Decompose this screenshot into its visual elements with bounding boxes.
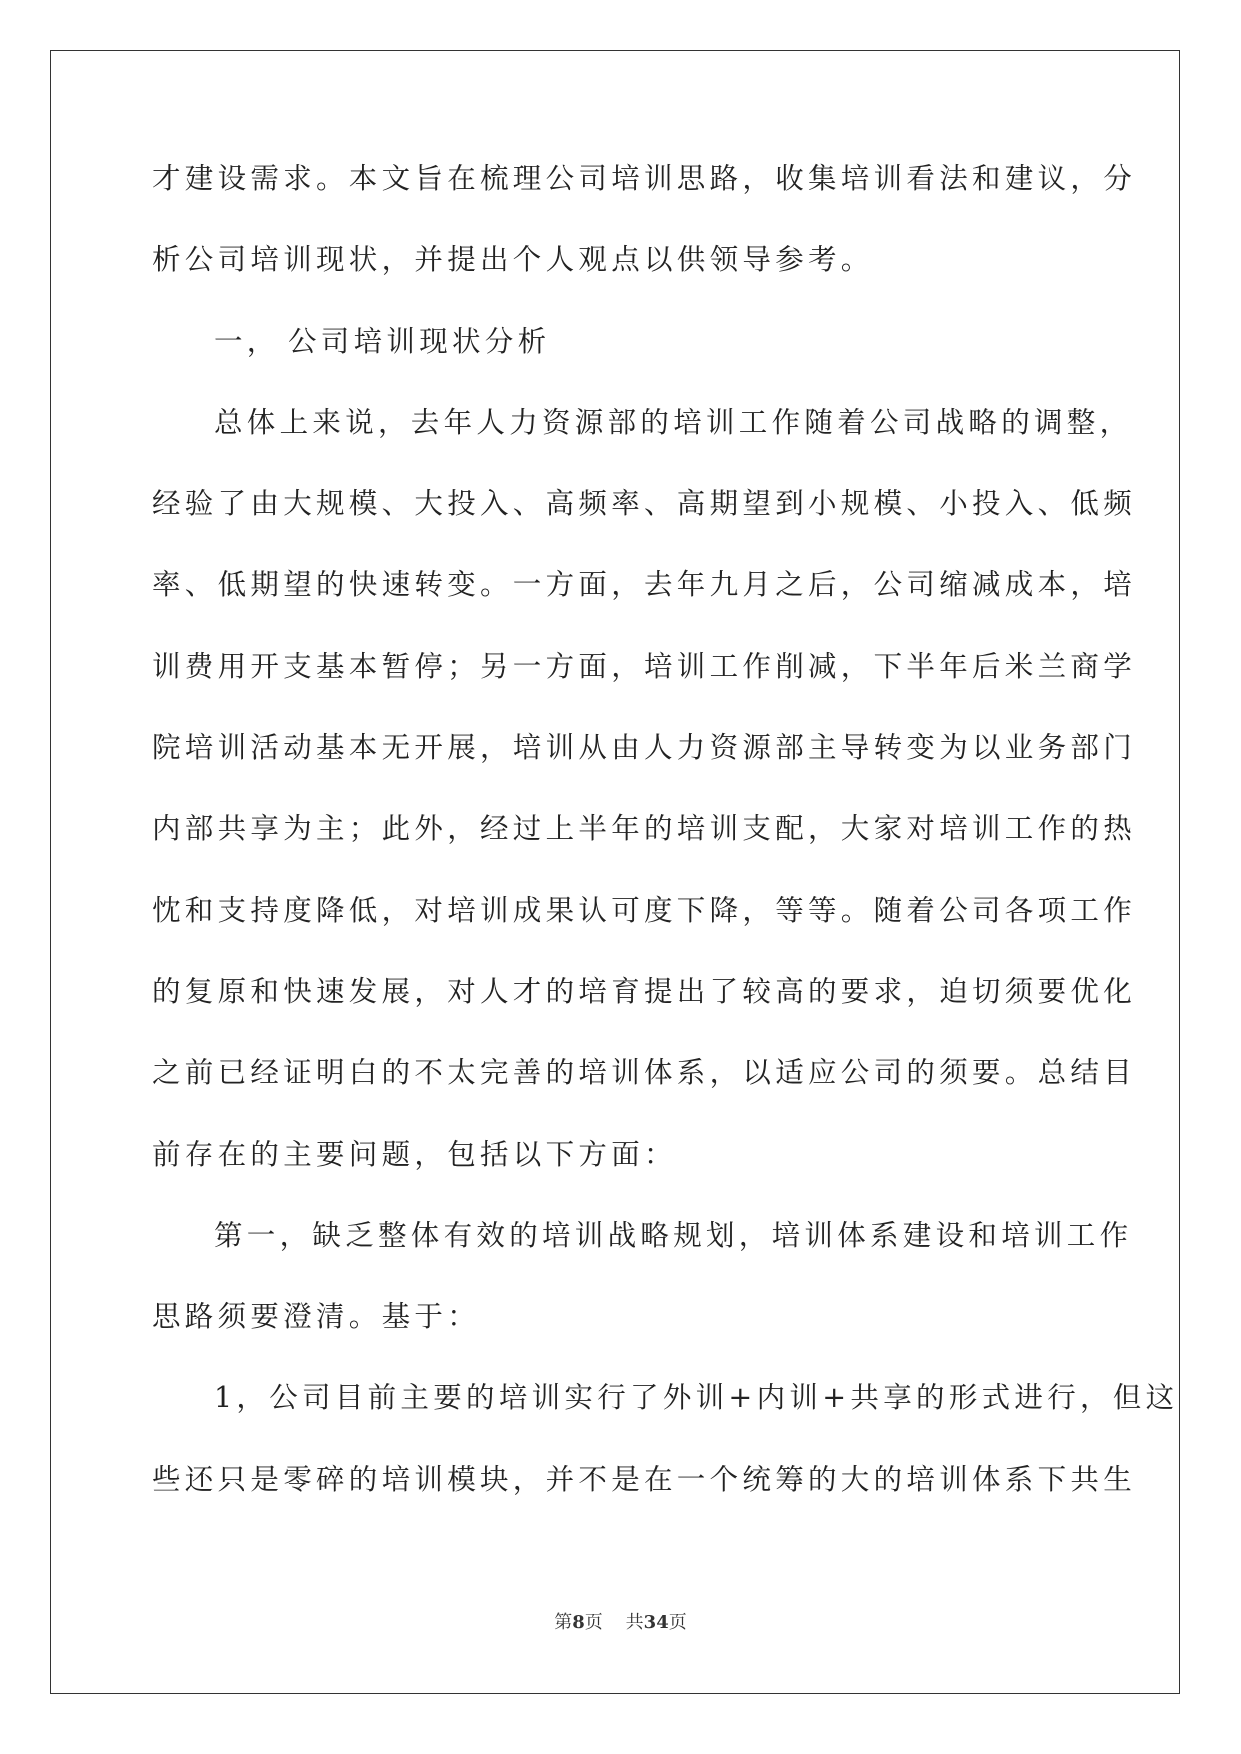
paragraph-line: 院培训活动基本无开展，培训从由人力资源部主导转变为以业务部门: [152, 731, 1137, 765]
page-number: 8: [572, 1612, 585, 1633]
paragraph-line: 经验了由大规模、大投入、高频率、高期望到小规模、小投入、低频: [152, 487, 1137, 521]
page-prefix: 第: [554, 1612, 573, 1633]
section-title: 公司培训现状分析: [288, 324, 551, 358]
total-pages: 34: [643, 1612, 669, 1633]
paragraph-line: 总体上来说，去年人力资源部的培训工作随着公司战略的调整，: [214, 405, 1133, 439]
total-suffix: 页: [668, 1612, 687, 1633]
paragraph-line: 析公司培训现状，并提出个人观点以供领导参考。: [152, 243, 874, 277]
paragraph-line: 的复原和快速发展，对人才的培育提出了较高的要求，迫切须要优化: [152, 974, 1137, 1008]
document-body: [152, 159, 1179, 1541]
total-prefix: 共: [625, 1612, 644, 1633]
paragraph-line: 内部共享为主；此外，经过上半年的培训支配，大家对培训工作的热: [152, 812, 1137, 846]
paragraph-line: 之前已经证明白的不太完善的培训体系，以适应公司的须要。总结目: [152, 1056, 1137, 1090]
paragraph-line: 前存在的主要问题，包括以下方面：: [152, 1137, 677, 1171]
section-heading: [152, 322, 1087, 403]
page-suffix: 页: [584, 1612, 603, 1633]
paragraph-line: 1，公司目前主要的培训实行了外训+内训+共享的形式进行，但这: [214, 1381, 1179, 1415]
paragraph-line: 第一，缺乏整体有效的培训战略规划，培训体系建设和培训工作: [214, 1218, 1133, 1252]
paragraph-line: 忱和支持度降低，对培训成果认可度下降，等等。随着公司各项工作: [152, 893, 1137, 927]
paragraph-line: 些还只是零碎的培训模块，并不是在一个统筹的大的培训体系下共生: [152, 1462, 1137, 1496]
paragraph-line: 才建设需求。本文旨在梳理公司培训思路，收集培训看法和建议，分: [152, 162, 1137, 195]
section-number: 一，: [214, 324, 280, 358]
paragraph-line: 率、低期望的快速转变。一方面，去年九月之后，公司缩减成本，培: [152, 568, 1137, 602]
paragraph-line: 思路须要澄清。基于：: [152, 1300, 481, 1334]
paragraph-line: 训费用开支基本暂停；另一方面，培训工作削减，下半年后米兰商学: [152, 649, 1137, 683]
page-footer: [0, 1608, 1241, 1634]
